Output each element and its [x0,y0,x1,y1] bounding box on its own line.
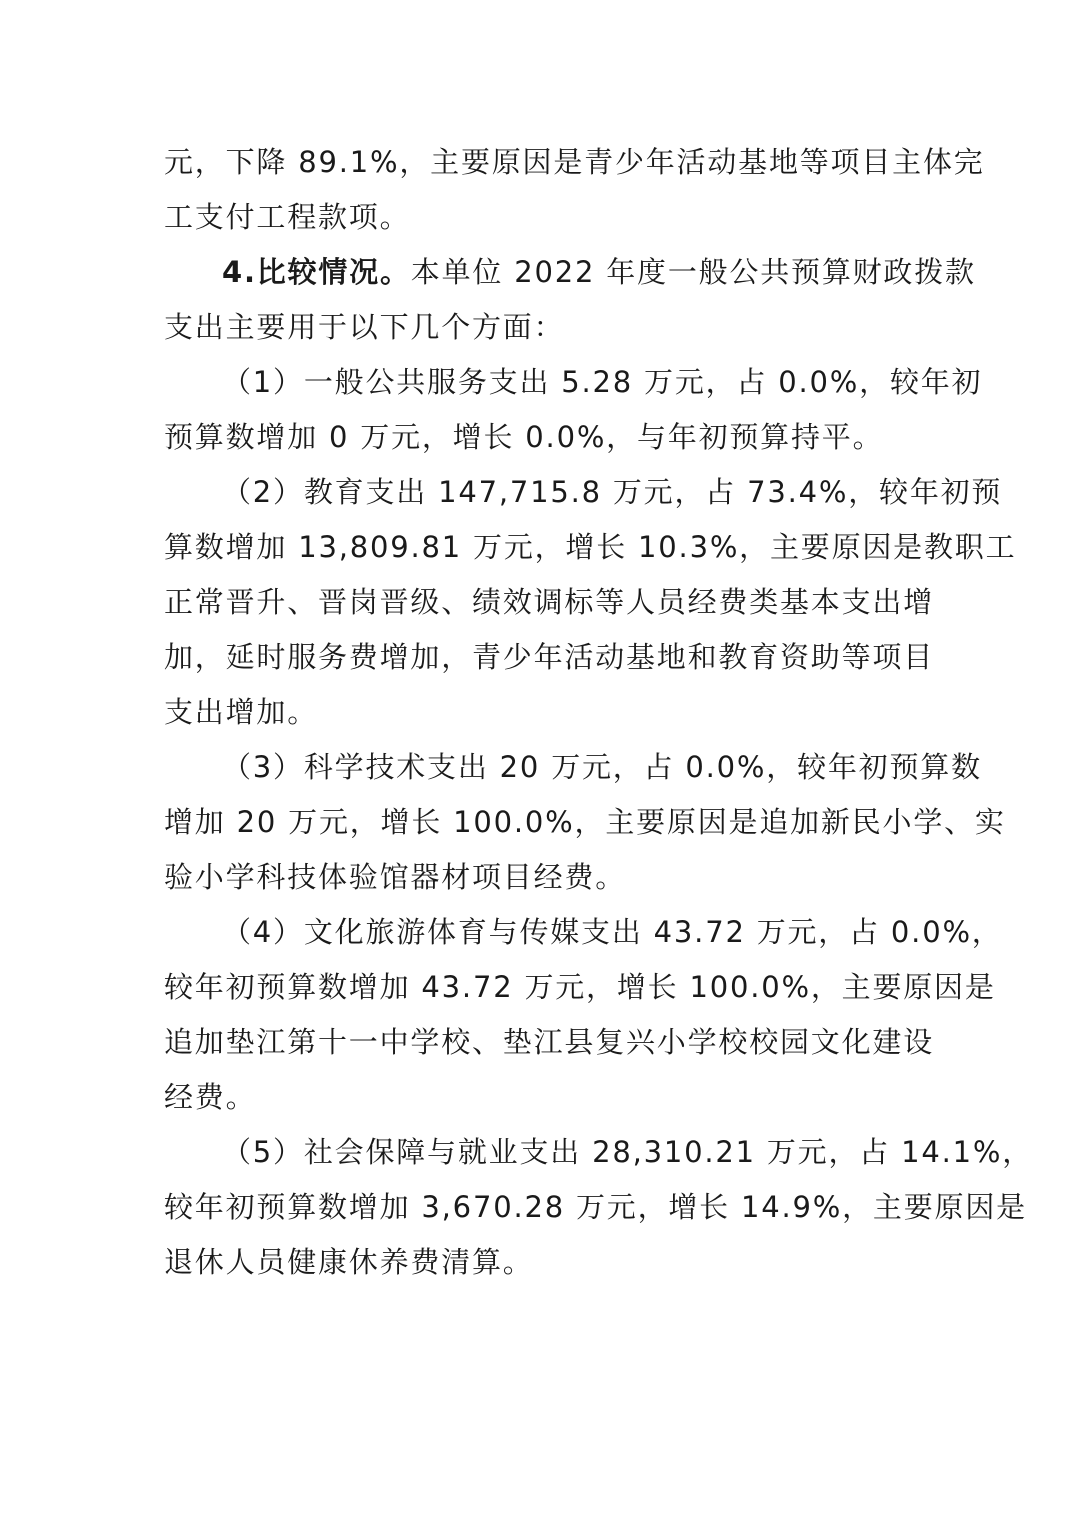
paragraph-line: 经费。 [164,1080,257,1114]
paragraph-line: 元，下降 89.1%，主要原因是青少年活动基地等项目主体完 [164,145,985,179]
paragraph-line: 本单位 2022 年度一般公共预算财政拨款 [410,255,976,289]
section-4-paragraph [222,252,976,292]
paragraph-line: （1）一般公共服务支出 5.28 万元，占 0.0%，较年初 [222,365,983,399]
paragraph-line: 算数增加 13,809.81 万元，增长 10.3%，主要原因是教职工 [164,530,1017,564]
paragraph-line: 退休人员健康休养费清算。 [164,1245,534,1279]
paragraph-line: 较年初预算数增加 43.72 万元，增长 100.0%，主要原因是 [164,970,996,1004]
paragraph-line: 工支付工程款项。 [164,200,411,234]
paragraph-line: 加，延时服务费增加，青少年活动基地和教育资助等项目 [164,640,935,674]
paragraph-line: （4）文化旅游体育与传媒支出 43.72 万元，占 0.0%， [222,915,1003,949]
paragraph-line: 正常晋升、晋岗晋级、绩效调标等人员经费类基本支出增 [164,585,935,619]
paragraph-line: 追加垫江第十一中学校、垫江县复兴小学校校园文化建设 [164,1025,935,1059]
section-heading: 4.比较情况。 [222,255,411,289]
paragraph-line: 增加 20 万元，增长 100.0%，主要原因是追加新民小学、实 [164,805,1006,839]
paragraph-line: 预算数增加 0 万元，增长 0.0%，与年初预算持平。 [164,420,884,454]
paragraph-line: 支出增加。 [164,695,319,729]
paragraph-line: 验小学科技体验馆器材项目经费。 [164,860,627,894]
paragraph-line: 支出主要用于以下几个方面： [164,310,565,344]
paragraph-line: （2）教育支出 147,715.8 万元，占 73.4%，较年初预 [222,475,1003,509]
paragraph-line: （3）科学技术支出 20 万元，占 0.0%，较年初预算数 [222,750,982,784]
paragraph-line: （5）社会保障与就业支出 28,310.21 万元，占 14.1%， [222,1135,1034,1169]
paragraph-line: 较年初预算数增加 3,670.28 万元，增长 14.9%，主要原因是 [164,1190,1027,1224]
